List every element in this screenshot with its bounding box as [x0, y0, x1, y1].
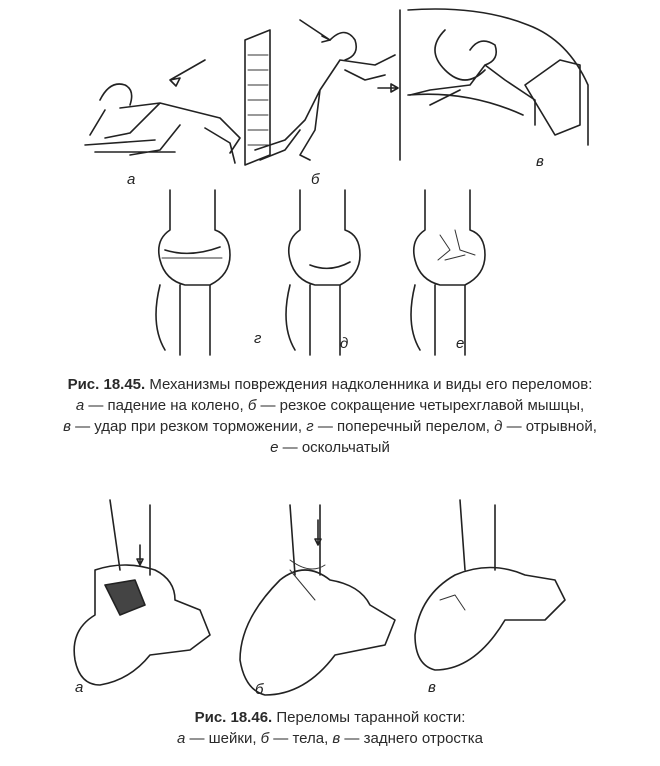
panel-label-a-2: а	[75, 679, 84, 696]
caption-text: — заднего отростка	[340, 730, 484, 747]
caption-text: — поперечный перелом,	[313, 418, 495, 435]
caption-line-2	[0, 395, 660, 416]
figure-number: Рис. 18.46.	[194, 709, 273, 726]
caption-letter: а	[75, 397, 85, 414]
talus-neck-fracture-drawing	[74, 500, 210, 685]
caption-text: — оскольчатый	[278, 439, 390, 456]
caption-letter: б	[247, 397, 257, 414]
fall-on-knee-drawing	[85, 60, 240, 163]
panel-label-b: б	[311, 171, 320, 188]
caption-letter: г	[306, 418, 314, 435]
braking-impact-drawing	[378, 9, 588, 160]
caption-line-4	[0, 437, 660, 458]
caption-letter: а	[176, 730, 186, 747]
caption-letter: в	[63, 418, 71, 435]
figure-number: Рис. 18.45.	[67, 376, 146, 393]
caption-text: — падение на колено,	[84, 397, 248, 414]
caption-line-3	[0, 416, 660, 437]
caption-letter: в	[332, 730, 341, 747]
caption-text: — отрывной,	[502, 418, 597, 435]
quadriceps-contraction-drawing	[245, 20, 395, 165]
figure-18-45-caption	[0, 374, 660, 458]
comminuted-fracture-knee-drawing	[411, 190, 485, 355]
panel-label-v-2: в	[428, 679, 436, 696]
caption-letter: б	[260, 730, 270, 747]
panel-label-d: д	[340, 335, 349, 352]
panel-label-g: г	[254, 330, 262, 347]
panel-label-b-2: б	[255, 681, 264, 698]
caption-letter: д	[494, 418, 503, 435]
figure-18-46-caption	[0, 707, 660, 749]
caption-line-2	[0, 728, 660, 749]
transverse-fracture-knee-drawing	[156, 190, 230, 355]
panel-label-e: е	[456, 335, 465, 352]
talus-posterior-process-fracture-drawing	[415, 500, 565, 670]
caption-text: — шейки,	[185, 730, 261, 747]
caption-line-1	[0, 374, 660, 395]
caption-text: — резкое сокращение четырехглавой мышцы,	[256, 397, 585, 414]
avulsion-fracture-knee-drawing	[286, 190, 360, 355]
caption-letter: е	[270, 439, 279, 456]
caption-text: — тела,	[269, 730, 333, 747]
talus-body-fracture-drawing	[240, 505, 395, 695]
caption-line-1	[0, 707, 660, 728]
figure-title: Переломы таранной кости:	[276, 709, 466, 726]
figure-title: Механизмы повреждения надколенника и виды его переломов:	[149, 376, 593, 393]
caption-text: — удар при резком торможении,	[70, 418, 307, 435]
panel-label-a: а	[127, 171, 136, 188]
panel-label-v: в	[536, 153, 544, 170]
